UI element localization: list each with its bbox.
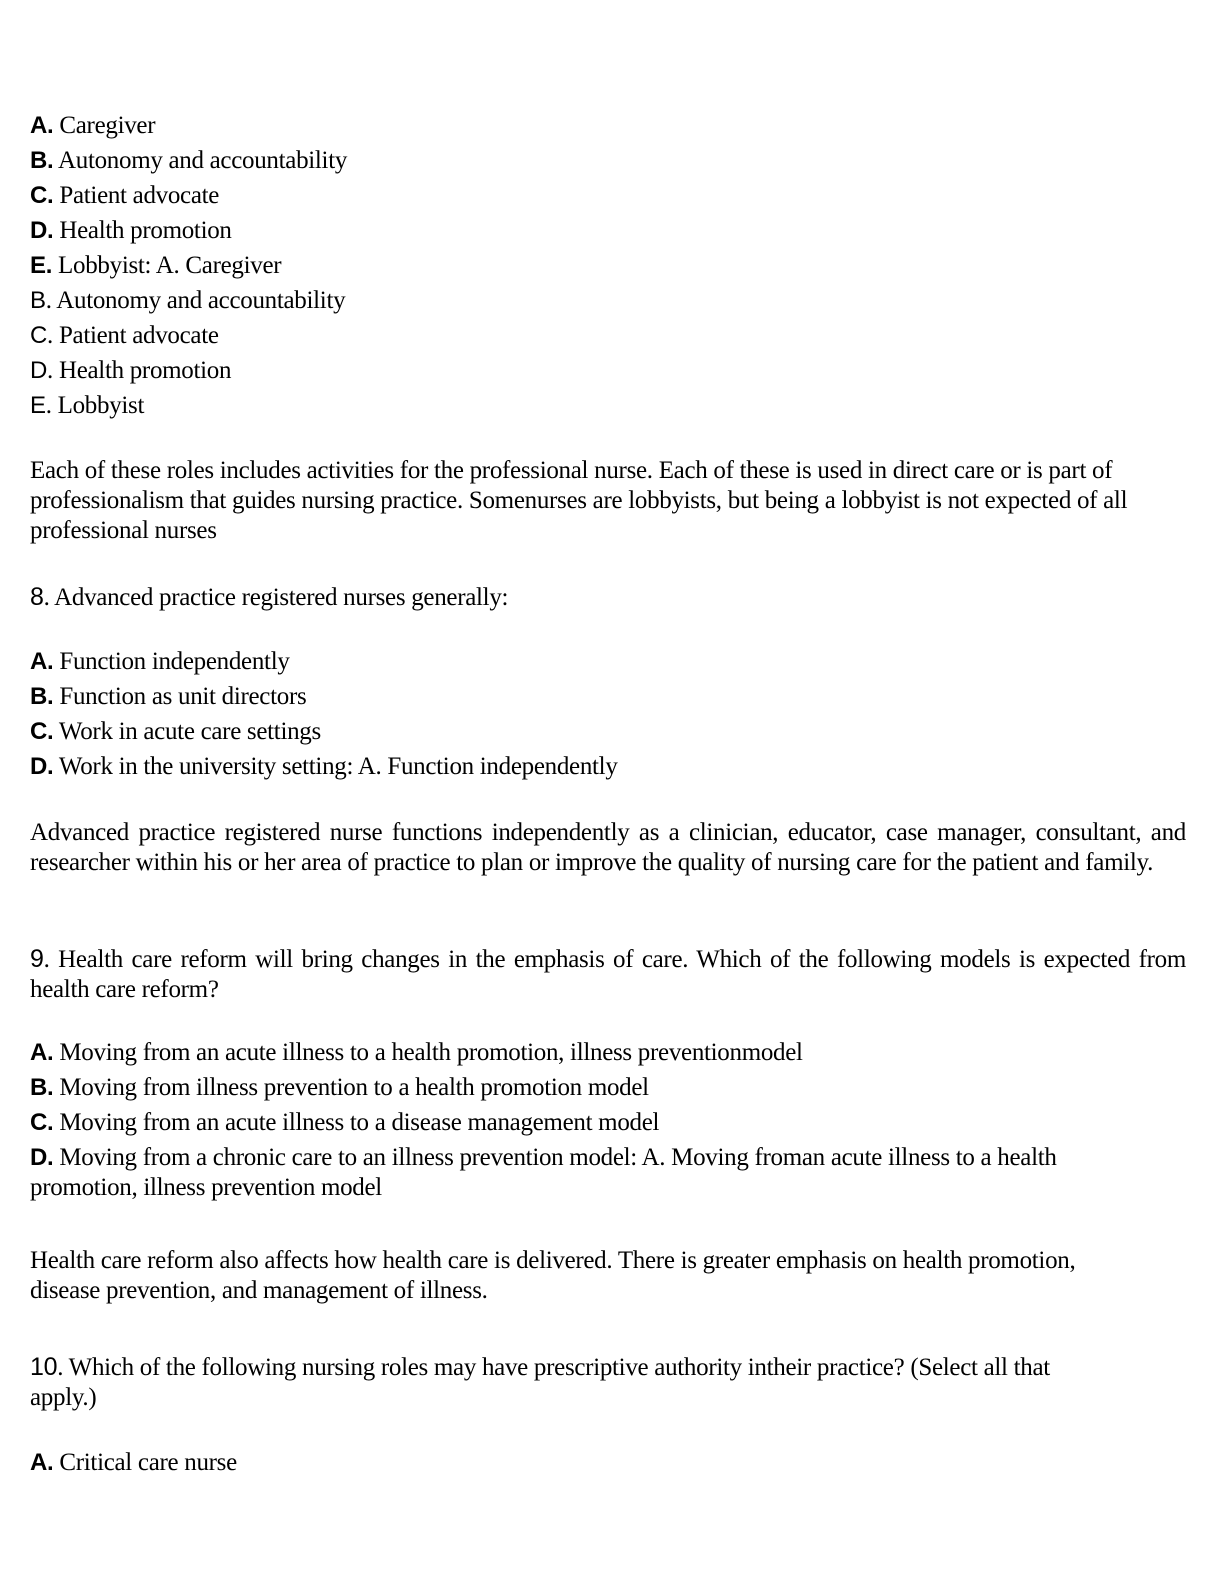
q7-option-e: E. Lobbyist: A. Caregiver <box>30 252 282 279</box>
answer-letter: D <box>30 357 48 384</box>
option-text: Autonomy and accountability <box>53 147 348 174</box>
answer-text: . Patient advocate <box>47 322 219 349</box>
answer-text: . Health promotion <box>47 357 232 384</box>
q9-question <box>30 944 1186 1005</box>
option-letter: C <box>30 718 48 745</box>
question-text: . Health care reform will bring changes in the emphasis of care. Which of the following models is expected from health care reform? <box>30 946 1186 1003</box>
q7-answer-b <box>30 286 345 316</box>
q9-rationale: Health care reform also affects how health care is delivered. There is greater emphasis on health promotion, disease prevention, and management of illness. <box>30 1247 1076 1304</box>
option-text: Moving from an acute illness to a health promotion, illness preventionmodel <box>53 1039 803 1066</box>
q7-answer-d <box>30 356 231 386</box>
answer-letter: B <box>30 287 46 314</box>
option-letter: C <box>30 182 48 209</box>
option-letter: D <box>30 753 48 780</box>
option-letter: A <box>30 112 48 139</box>
option-letter: C <box>30 1109 48 1136</box>
option-text: Caregiver <box>53 112 156 139</box>
option-text: Health promotion <box>53 217 232 244</box>
option-text: Function as unit directors <box>53 683 307 710</box>
option-letter: E <box>30 252 46 279</box>
q10-question <box>30 1352 1120 1413</box>
question-text: . Which of the following nursing roles may have prescriptive authority intheir practice? (Select all that apply.) <box>30 1354 1050 1411</box>
option-letter: B <box>30 1074 48 1101</box>
option-text: Patient advocate <box>53 182 220 209</box>
question-text: . Advanced practice registered nurses generally: <box>43 584 509 611</box>
question-number: 9 <box>30 945 44 973</box>
q7-option-c: C. Patient advocate <box>30 182 220 209</box>
q8-question <box>30 582 508 613</box>
option-letter: B <box>30 147 48 174</box>
option-text: Work in acute care settings <box>53 718 321 745</box>
option-letter: A <box>30 648 48 675</box>
q10-option-a: A. Critical care nurse <box>30 1449 237 1476</box>
question-number: 10 <box>30 1353 58 1381</box>
option-letter: A <box>30 1449 48 1476</box>
q7-option-b: B. Autonomy and accountability <box>30 147 348 174</box>
answer-letter: E <box>30 392 46 419</box>
option-text: Critical care nurse <box>53 1449 237 1476</box>
q9-option-d: D. Moving from a chronic care to an illness prevention model: A. Moving froman acute illness to a health promotion, illness prevention model <box>30 1144 1057 1201</box>
answer-text: . Lobbyist <box>45 392 145 419</box>
option-letter: D <box>30 217 48 244</box>
q7-answer-e <box>30 391 144 421</box>
option-letter: D <box>30 1144 48 1171</box>
option-letter: A <box>30 1039 48 1066</box>
q8-option-a: A. Function independently <box>30 648 290 675</box>
q7-option-a: A. Caregiver <box>30 112 156 139</box>
answer-text: . Autonomy and accountability <box>45 287 346 314</box>
q7-rationale: Each of these roles includes activities for the professional nurse. Each of these is used in direct care or is part of professionalism that guides nursing practice. Somenurses are lobbyists, but being a lobbyist is not expected of all professional nurses <box>30 457 1128 544</box>
option-text: Moving from illness prevention to a health promotion model <box>53 1074 649 1101</box>
option-text: Work in the university setting: A. Function independently <box>53 753 618 780</box>
question-number: 8 <box>30 583 44 611</box>
q9-option-a: A. Moving from an acute illness to a health promotion, illness preventionmodel <box>30 1039 803 1066</box>
q7-answer-c <box>30 321 219 351</box>
q8-option-b: B. Function as unit directors <box>30 683 307 710</box>
q7-option-d: D. Health promotion <box>30 217 232 244</box>
option-text: Moving from an acute illness to a disease management model <box>53 1109 660 1136</box>
option-text: Lobbyist: A. Caregiver <box>52 252 282 279</box>
option-text: Function independently <box>53 648 290 675</box>
answer-letter: C <box>30 322 48 349</box>
q8-option-c: C. Work in acute care settings <box>30 718 321 745</box>
option-letter: B <box>30 683 48 710</box>
q9-option-c: C. Moving from an acute illness to a disease management model <box>30 1109 660 1136</box>
option-text: Moving from a chronic care to an illness prevention model: A. Moving froman acute illness to a health promotion, illness prevention model <box>30 1144 1057 1201</box>
q8-rationale: Advanced practice registered nurse functions independently as a clinician, educator, case manager, consultant, and researcher within his or her area of practice to plan or improve the quality of nursing care for the patient and family. <box>30 819 1186 876</box>
q8-option-d: D. Work in the university setting: A. Function independently <box>30 753 618 780</box>
q9-option-b: B. Moving from illness prevention to a health promotion model <box>30 1074 649 1101</box>
